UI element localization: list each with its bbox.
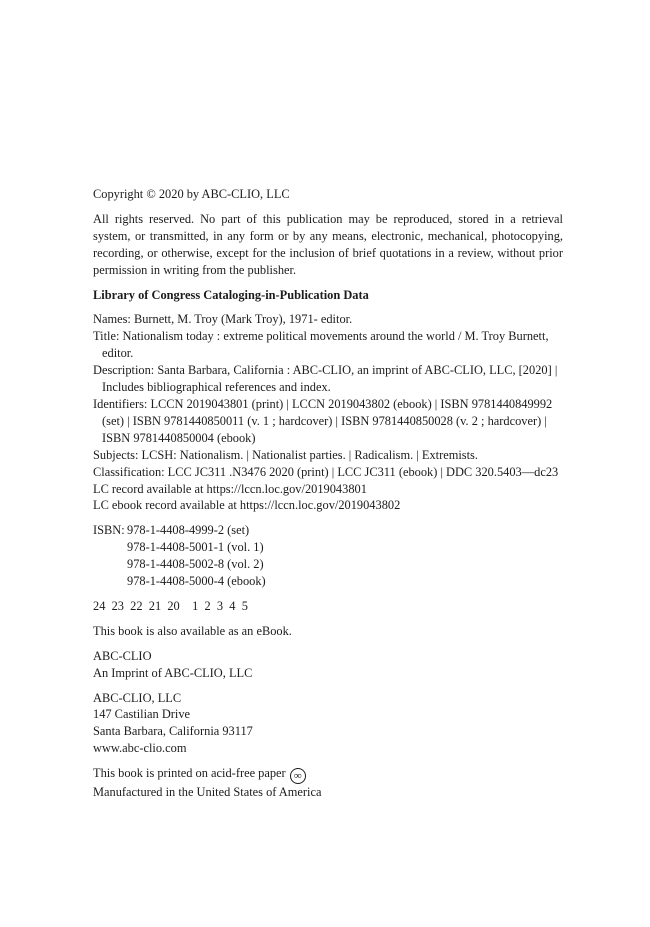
cip-classification: Classification: LCC JC311 .N3476 2020 (print) | LCC JC311 (ebook) | DDC 320.5403—dc23 bbox=[93, 464, 559, 479]
cip-names: Names: Burnett, M. Troy (Mark Troy), 1971- editor. bbox=[93, 312, 353, 327]
isbn-set: 978-1-4408-4999-2 (set) bbox=[127, 523, 250, 538]
copyright-content bbox=[93, 186, 563, 801]
isbn-ebook: 978-1-4408-5000-4 (ebook) bbox=[127, 574, 266, 589]
lc-record: LC record available at https://lccn.loc.gov/2019043801 bbox=[93, 481, 367, 496]
isbn-vol-2: 978-1-4408-5002-8 (vol. 2) bbox=[127, 557, 264, 572]
isbn-label: ISBN: bbox=[93, 523, 125, 538]
isbn-vol-1: 978-1-4408-5001-1 (vol. 1) bbox=[127, 540, 264, 555]
cip-heading: Library of Congress Cataloging-in-Publication Data bbox=[93, 287, 369, 302]
paper-note-line bbox=[93, 765, 563, 784]
isbn-row bbox=[93, 522, 563, 539]
cip-description: Description: Santa Barbara, California : ABC-CLIO, an imprint of ABC-CLIO, LLC, [2020] | Includes bibliographical references and index. bbox=[93, 363, 558, 395]
publisher-website: www.abc-clio.com bbox=[93, 741, 187, 756]
address-city: Santa Barbara, California 93117 bbox=[93, 724, 253, 739]
address-street: 147 Castilian Drive bbox=[93, 707, 191, 722]
manufactured-note: Manufactured in the United States of America bbox=[93, 785, 322, 800]
printing-line: 24 23 22 21 20 1 2 3 4 5 bbox=[93, 598, 248, 613]
lc-ebook-record: LC ebook record available at https://lccn.loc.gov/2019043802 bbox=[93, 498, 401, 513]
ebook-note: This book is also available as an eBook. bbox=[93, 623, 292, 638]
cip-identifiers: Identifiers: LCCN 2019043801 (print) | LCCN 2019043802 (ebook) | ISBN 9781440849992 (set) | ISBN 9781440850011 (v. 1 ; hardcover) | ISBN 9781440850028 (v. 2 ; hardcover) | ISBN 9781440850004 (ebook) bbox=[93, 396, 553, 445]
imprint-name: ABC-CLIO bbox=[93, 648, 152, 663]
rights-statement: All rights reserved. No part of this publication may be reproduced, stored in a retrieval system, or transmitted, in any form or by any means, electronic, mechanical, photocopying, recording, or otherwise, except for the inclusion of brief quotations in a review, without prior permission in writing from the publisher. bbox=[93, 211, 563, 277]
cip-title: Title: Nationalism today : extreme political movements around the world / M. Troy Burnett, editor. bbox=[93, 329, 549, 361]
cip-data bbox=[93, 311, 563, 514]
publisher-address bbox=[93, 690, 563, 758]
paper-block bbox=[93, 765, 563, 801]
paper-note: This book is printed on acid-free paper bbox=[93, 766, 286, 781]
imprint-block bbox=[93, 648, 563, 682]
isbn-list bbox=[93, 522, 563, 590]
acid-free-infinity-icon: ∞ bbox=[290, 768, 306, 784]
copyright-notice: Copyright © 2020 by ABC-CLIO, LLC bbox=[93, 187, 290, 201]
cip-subjects: Subjects: LCSH: Nationalism. | Nationalist parties. | Radicalism. | Extremists. bbox=[93, 447, 478, 462]
address-company: ABC-CLIO, LLC bbox=[93, 690, 182, 705]
imprint-line: An Imprint of ABC-CLIO, LLC bbox=[93, 665, 253, 680]
